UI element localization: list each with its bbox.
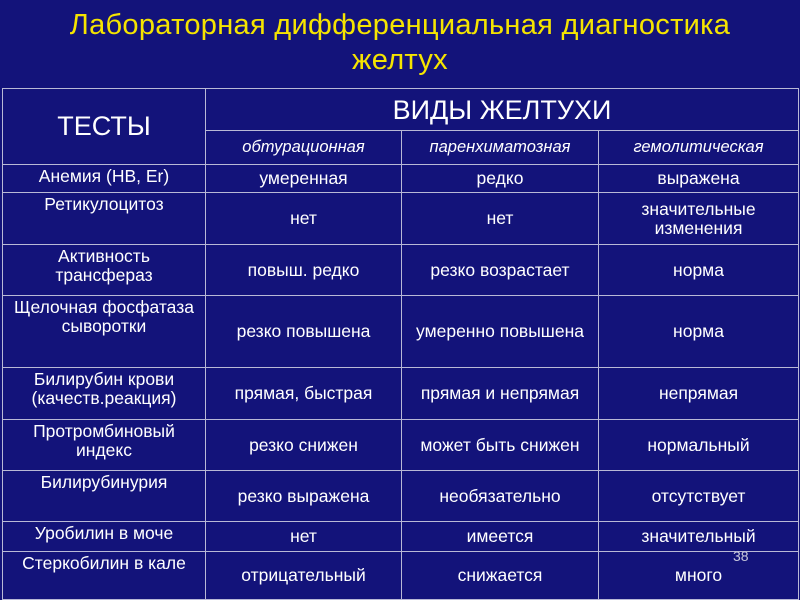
value-cell: резко возрастает — [402, 245, 599, 296]
test-name-cell: Билирубинурия — [3, 471, 206, 522]
value-cell: значительный — [599, 522, 799, 552]
value-cell: нет — [206, 193, 402, 245]
header-jaundice-types: ВИДЫ ЖЕЛТУХИ — [206, 89, 799, 131]
value-cell: выражена — [599, 165, 799, 193]
table-row — [3, 368, 799, 420]
subheader-hemolytic: гемолитическая — [599, 131, 799, 165]
table-row — [3, 420, 799, 471]
page-number: 38 — [733, 548, 749, 564]
value-cell: значительные изменения — [599, 193, 799, 245]
value-cell: отрицательный — [206, 552, 402, 600]
value-cell: отсутствует — [599, 471, 799, 522]
table-row — [3, 471, 799, 522]
value-cell: нет — [206, 522, 402, 552]
value-cell: нормальный — [599, 420, 799, 471]
value-cell: нет — [402, 193, 599, 245]
test-name-cell: Щелочная фосфатаза сыворотки — [3, 296, 206, 368]
test-name-cell: Протромбиновый индекс — [3, 420, 206, 471]
test-name-cell: Ретикулоцитоз — [3, 193, 206, 245]
header-tests: ТЕСТЫ — [3, 89, 206, 165]
test-name-cell: Стеркобилин в кале — [3, 552, 206, 600]
test-name-cell: Уробилин в моче — [3, 522, 206, 552]
jaundice-diagnostics-table — [2, 88, 799, 600]
table-row — [3, 552, 799, 600]
value-cell: много — [599, 552, 799, 600]
value-cell: норма — [599, 245, 799, 296]
value-cell: имеется — [402, 522, 599, 552]
value-cell: резко повышена — [206, 296, 402, 368]
test-name-cell: Активность трансфераз — [3, 245, 206, 296]
subheader-parenchymal: паренхиматозная — [402, 131, 599, 165]
table-row — [3, 245, 799, 296]
table-row — [3, 296, 799, 368]
value-cell: резко выражена — [206, 471, 402, 522]
subheader-obstructive: обтурационная — [206, 131, 402, 165]
value-cell: норма — [599, 296, 799, 368]
table-row — [3, 193, 799, 245]
value-cell: умеренно повышена — [402, 296, 599, 368]
test-name-cell: Анемия (HB, Er) — [3, 165, 206, 193]
value-cell: прямая и непрямая — [402, 368, 599, 420]
value-cell: может быть снижен — [402, 420, 599, 471]
value-cell: необязательно — [402, 471, 599, 522]
table-row — [3, 522, 799, 552]
value-cell: резко снижен — [206, 420, 402, 471]
value-cell: повыш. редко — [206, 245, 402, 296]
slide-title-line-1: Лабораторная дифференциальная диагностика — [69, 9, 731, 41]
slide-title-line-2: желтух — [352, 44, 448, 76]
slide-title — [0, 8, 800, 78]
value-cell: умеренная — [206, 165, 402, 193]
value-cell: прямая, быстрая — [206, 368, 402, 420]
table-header-row — [3, 89, 799, 131]
value-cell: непрямая — [599, 368, 799, 420]
test-name-cell: Билирубин крови (качеств.реакция) — [3, 368, 206, 420]
value-cell: редко — [402, 165, 599, 193]
table-row — [3, 165, 799, 193]
value-cell: снижается — [402, 552, 599, 600]
